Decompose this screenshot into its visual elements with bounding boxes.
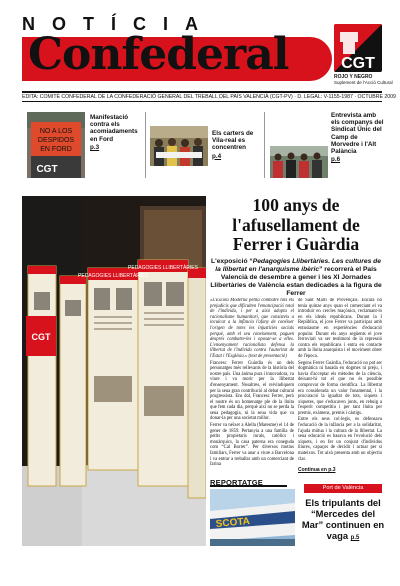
- article-paragraph: Segons Ferrer Guàrdia, l'educació no pot ser dogmàtica ni basada en dogmes ni preju, i havia d'acceptar els mètodes de la ciència, deixant-hi tot el que no és possible comprovar de forma científica. La llibertat era considerada un valor fonamental, i la procuració la igualtat de tots, xiquets i xiquetes, que s'educaven junts, en rebuig a l'esperit competitiu i per tant lluita per premis, exàmens, premis i càstigs.: [298, 360, 382, 416]
- article-paragraph: de Sant Martí de Provençals. Encara no tenia quinze anys quan el comerciant el va introduir en cercles maçònics, reclamant-lo en els ideals republicans. Durant la I República, el jove Ferrer va participar amb entusiasme en experiències d'educació popular. Durant els anys següents el jove ferroviari va ser testimoni de la repressió contra els republicans i entra en contacte amb la lluita anarquista i el moviment obrer de l'època.: [298, 298, 382, 359]
- svg-text:PEDAGOGIES LLIBERTÀRIES: PEDAGOGIES LLIBERTÀRIES: [128, 265, 198, 271]
- svg-text:NO A LOS: NO A LOS: [39, 128, 73, 135]
- teaser-ford[interactable]: Manifestació contra els acomiadaments en Ford p.3: [90, 114, 138, 151]
- teaser-carters[interactable]: Els carters de Vila-real es concentren p.4: [212, 130, 254, 160]
- logo-caption: ROJO Y NEGRO Suplement de l'Acció Cultural: [334, 74, 393, 85]
- group-photo-icon[interactable]: [270, 146, 328, 178]
- reportatge-label: REPORTATGE: [210, 479, 287, 487]
- port-section-label: Port de València: [304, 484, 382, 493]
- svg-text:CGT: CGT: [36, 164, 58, 175]
- exhibition-photo: [22, 196, 206, 546]
- article-paragraph: Francesc Ferrer Guàrdia és un dels personatges més rellevants de la història del nostre país. Una ànima pura i innovadora, va viure i va morir per la llibertat d'ensenyament. Nosaltres, el reivindiquem per la seua gran contribució al debat cultural progressista. Ens dol, Francesc Ferrer, però el nostre és un homenatge ple de la lluita que fem cada dia, perquè així no se perda la seua pedagogia, ni la seua vida que va donar-la per una societat millor.: [210, 360, 294, 422]
- teaser-interview[interactable]: Entrevista amb els companys del Sindicat Únic del Camp de Morvedre i l'Alt Palància p.6: [331, 112, 384, 164]
- svg-text:EN FORD: EN FORD: [40, 146, 72, 153]
- reportatge-page: p.5: [350, 535, 360, 541]
- article-intro-quote: «L'Escola Moderna petita combatre tots els prejudicis que dificulten l'emancipació total de l'individu, i per a això adopta el racionalisme humanitari, que consisteix a inculcar a la infància l'afany de conéixer l'origen de totes les injustícies socials perquè, amb el seu coneixement, puguen després combatre-les i oposar-se a elles. L'ensenyament racionalista defensa la llibertat de l'individu contra l'autoritat de l'Estat i l'Església.» (text de presentació): [210, 298, 294, 359]
- postal-workers-icon[interactable]: [150, 126, 208, 166]
- masthead-rule-bottom: [22, 101, 382, 102]
- teaser-divider: [145, 112, 146, 178]
- svg-text:PEDAGOGIES LLIBERTÀRIES: PEDAGOGIES LLIBERTÀRIES: [78, 273, 148, 279]
- protest-banner-icon[interactable]: [27, 112, 85, 178]
- article-headline: 100 anys de l'afusellament de Ferrer i Guàrdia: [232, 195, 360, 254]
- teaser-ford-page: p.3: [90, 143, 100, 151]
- logo-text: CGT: [341, 55, 375, 72]
- masthead-kicker: NOTÍCIA: [22, 14, 215, 34]
- article-deck: L'exposició “Pedagogies Llibertàries. Les cultures de la llibertat en l'anarquisme ibèric” recorrerà el País Valencià de desembre a gener i les XI Jornades Llibertàries de València estan dedicades a la figura de Ferrer: [210, 258, 382, 298]
- teaser-divider: [264, 112, 265, 178]
- article-paragraph: Entre els seus col·legis, es defensava l'educació de la infància per a la solidaritat, l'ajuda mútua i la cultura de la llibertat. La seua educació es basava en l'evolució dels xiquets, i en fer un conjunt d'individus lliures, capaços de decidir i actuar per si mateixos. Tot això presenta amb un objectiu clar.: [298, 417, 382, 462]
- masthead-title: Confederal: [28, 29, 289, 80]
- teaser-interview-page: p.6: [331, 156, 341, 164]
- svg-text:DESPIDOS: DESPIDOS: [37, 137, 75, 144]
- svg-text:SCOTA: SCOTA: [215, 516, 251, 530]
- masthead-rule: [22, 91, 382, 93]
- masthead-title-bar: [22, 29, 332, 81]
- ship-photo[interactable]: [210, 489, 295, 546]
- cgt-logo-icon: [334, 24, 382, 72]
- continue-link[interactable]: Continua en p.3: [298, 467, 336, 473]
- teaser-carters-page: p.4: [212, 152, 222, 160]
- reportatge-title[interactable]: Els tripulants del “Mercedes del Mar” continuen en vaga p.5: [301, 497, 385, 541]
- svg-text:CGT: CGT: [31, 332, 51, 342]
- article-paragraph: Ferrer va néixer a Alella (Maresme) el 14 de gener de 1859. Pertanyia a una família de petits propietaris rurals, catòlics i monàrquics, la casa paterna era coneguda com “Cal Borrer”. Per diversos motius familiars, Ferrer va anar a viure a Barcelona i va entrar a treballar amb un comerciant de farina: [210, 423, 294, 468]
- article-column-2: [298, 298, 382, 466]
- article-column-1: [210, 298, 294, 476]
- masthead: [0, 0, 400, 100]
- publication-credits: EDITA: COMITÈ CONFEDERAL DE LA CONFEDERACIÓ GENERAL DEL TREBALL DEL PAÍS VALENCIÀ (CGT-PV) · D. LEGAL: V-1155-1987 · OCTUBRE 2009: [22, 94, 396, 100]
